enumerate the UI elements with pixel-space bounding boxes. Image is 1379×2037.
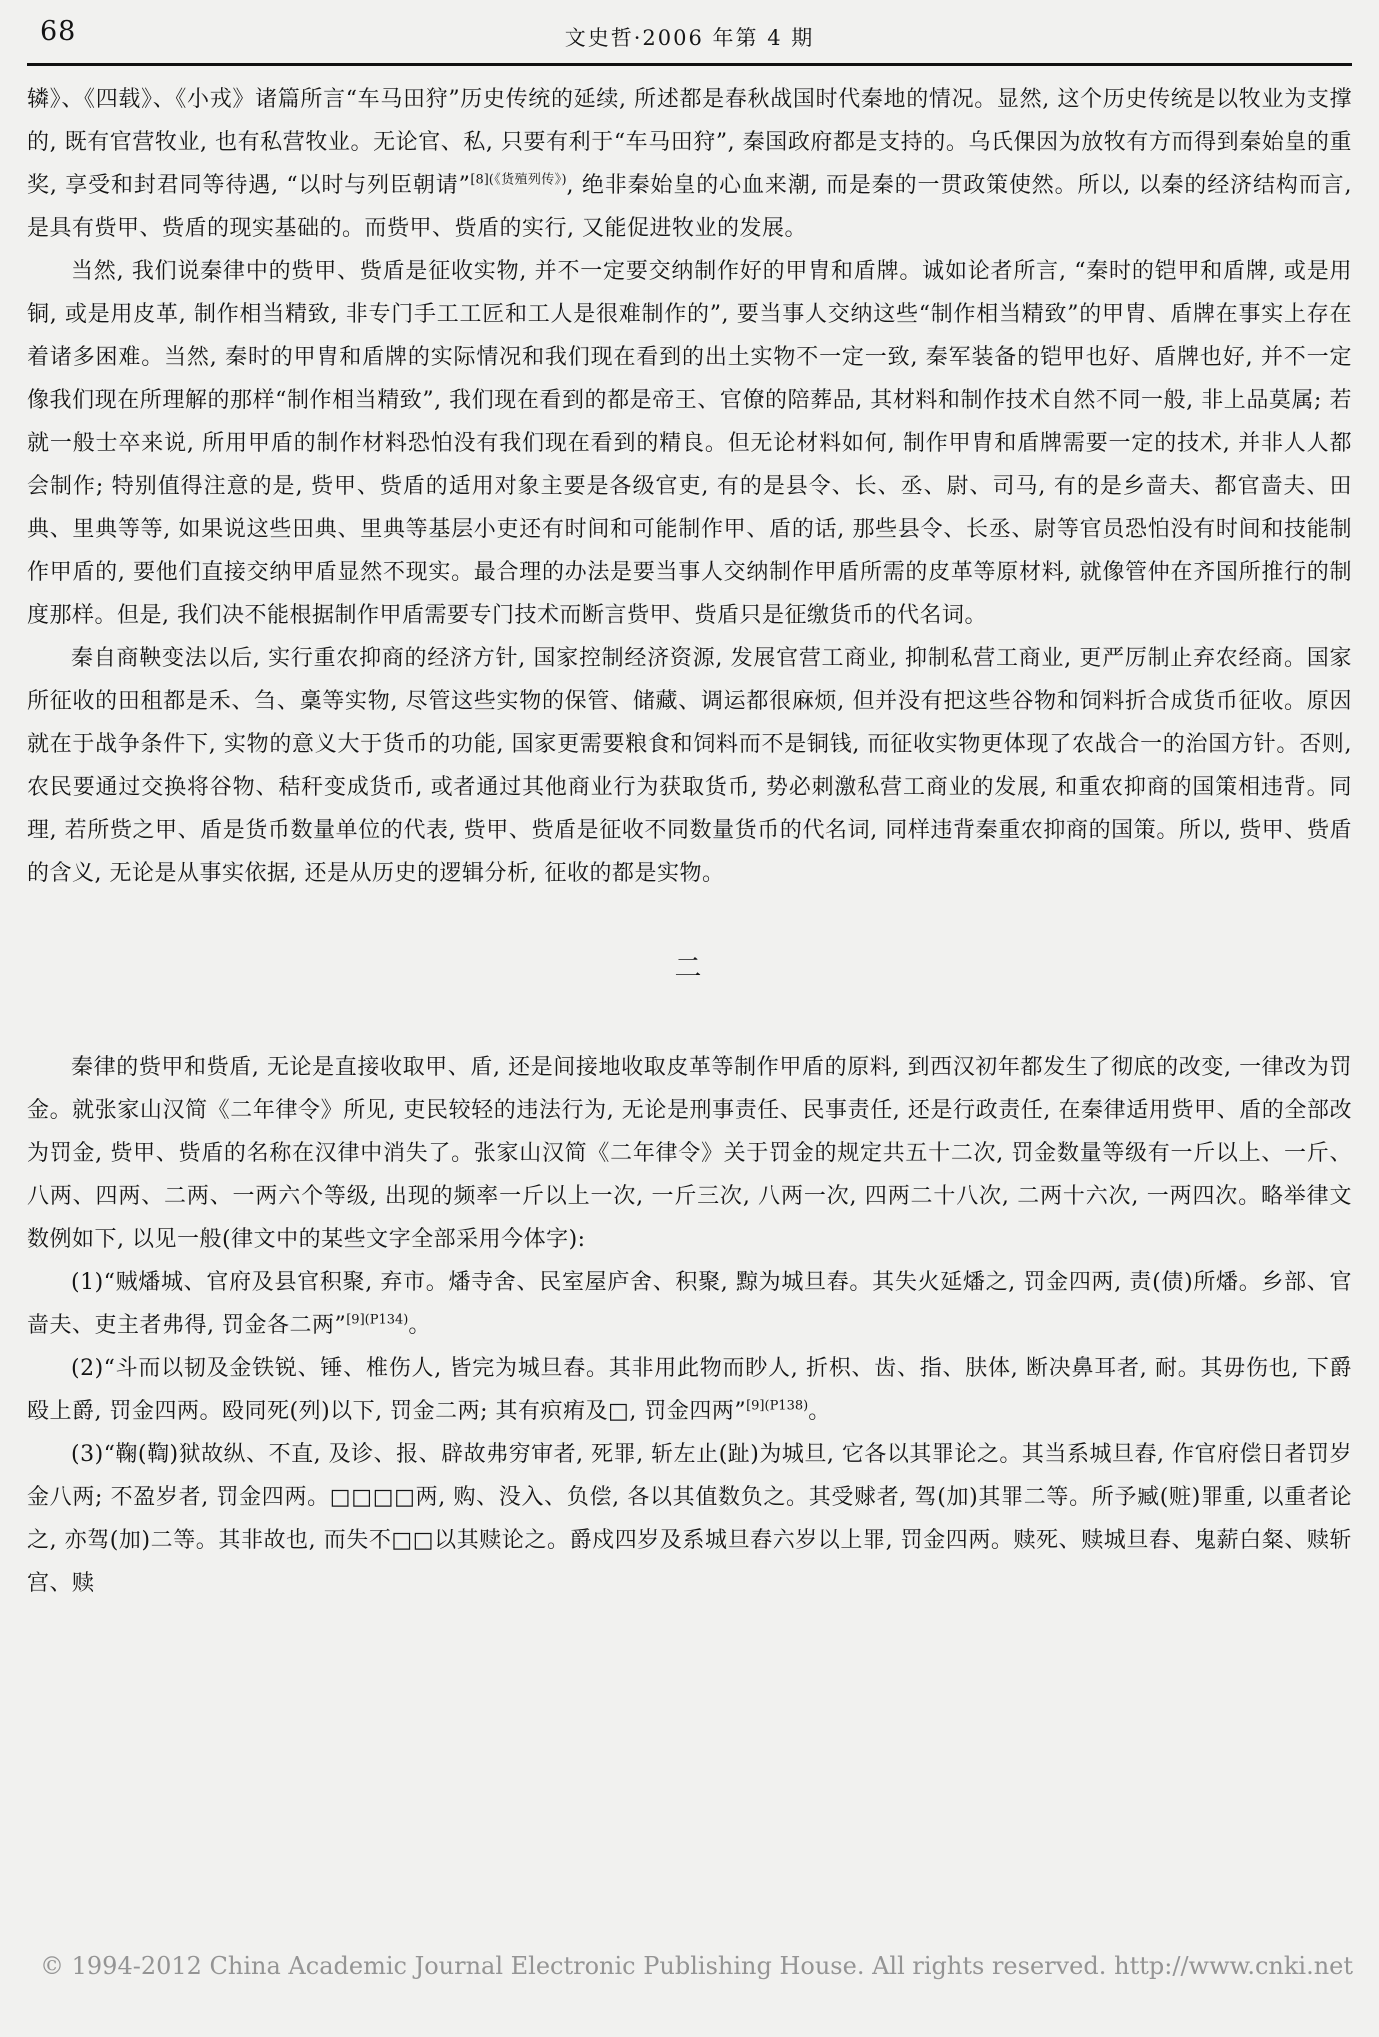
paragraph-text: , 绝非秦始皇的心血来潮, 而是秦的一贯政策使然。所以, 以秦的经济结构而言, 是具有赀甲、赀盾的现实基础的。而赀甲、赀盾的实行, 又能促进牧业的发展。: [27, 173, 1352, 241]
paragraph-text: 当然, 我们说秦律中的赀甲、赀盾是征收实物, 并不一定要交纳制作好的甲胄和盾牌。诚如论者所言, “秦时的铠甲和盾牌, 或是用铜, 或是用皮革, 制作相当精致, 非专门手工工匠和工人是很难制作的”, 要当事人交纳这些“制作相当精致”的甲胄、盾牌在事实上存在着诸多困难。当然, 秦时的甲胄和盾牌的实际情况和我们现在看到的出土实物不一定一致, 秦军装备的铠甲也好、盾牌也好, 并不一定像我们现在所理解的那样“制作相当精致”, 我们现在看到的都是帝王、官僚的陪葬品, 其材料和制作技术自然不同一般, 非上品莫属; 若就一般士卒来说, 所用甲盾的制作材料恐怕没有我们现在看到的精良。但无论材料如何, 制作甲胄和盾牌需要一定的技术, 并非人人都会制作; 特别值得注意的是, 赀甲、赀盾的适用对象主要是各级官吏, 有的是县令、长、丞、尉、司马, 有的是乡啬夫、都官啬夫、田典、里典等等, 如果说这些田典、里典等基层小吏还有时间和可能制作甲、盾的话, 那些县令、长丞、尉等官员恐怕没有时间和技能制作甲盾的, 要他们直接交纳甲盾显然不现实。最合理的办法是要当事人交纳制作甲盾所需的皮革等原材料, 就像管仲在齐国所推行的制度那样。但是, 我们决不能根据制作甲盾需要专门技术而断言赀甲、赀盾只是征缴货币的代名词。: [27, 259, 1352, 628]
paragraph-text: 秦自商鞅变法以后, 实行重农抑商的经济方针, 国家控制经济资源, 发展官营工商业, 抑制私营工商业, 更严厉制止弃农经商。国家所征收的田租都是禾、刍、稾等实物, 尽管这些实物的保管、储藏、调运都很麻烦, 但并没有把这些谷物和饲料折合成货币征收。原因就在于战争条件下, 实物的意义大于货币的功能, 国家更需要粮食和饲料而不是铜钱, 而征收实物更体现了农战合一的治国方针。否则, 农民要通过交换将谷物、秸秆变成货币, 或者通过其他商业行为获取货币, 势必刺激私营工商业的发展, 和重农抑商的国策相违背。同理, 若所赀之甲、盾是货币数量单位的代表, 赀甲、赀盾是征收不同数量货币的代名词, 同样违背秦重农抑商的国策。所以, 赀甲、赀盾的含义, 无论是从事实依据, 还是从历史的逻辑分析, 征收的都是实物。: [27, 646, 1352, 886]
paragraph-text: (2)“斗而以韧及金铁锐、锤、椎伤人, 皆完为城旦舂。其非用此物而眇人, 折枳、齿、指、肤体, 断决鼻耳者, 耐。其毋伤也, 下爵殴上爵, 罚金四两。殴同死(列)以下, 罚金二两; 其有疻痏及□, 罚金四两”: [27, 1356, 1352, 1424]
section-heading: 二: [674, 953, 705, 984]
journal-title: 文史哲·2006 年第 4 期: [564, 26, 815, 50]
paragraph-text: (1)“贼燔城、官府及县官积聚, 弃市。燔寺舍、民室屋庐舍、积聚, 黥为城旦舂。其失火延燔之, 罚金四两, 责(债)所燔。乡部、官啬夫、吏主者弗得, 罚金各二两”: [27, 1270, 1352, 1338]
paragraph: [27, 1046, 1352, 1261]
paragraph-text: 秦律的赀甲和赀盾, 无论是直接收取甲、盾, 还是间接地收取皮革等制作甲盾的原料, 到西汉初年都发生了彻底的改变, 一律改为罚金。就张家山汉简《二年律令》所见, 吏民较轻的违法行为, 无论是刑事责任、民事责任, 还是行政责任, 在秦律适用赀甲、盾的全部改为罚金, 赀甲、赀盾的名称在汉律中消失了。张家山汉简《二年律令》关于罚金的规定共五十二次, 罚金数量等级有一斤以上、一斤、八两、四两、二两、一两六个等级, 出现的频率一斤以上一次, 一斤三次, 八两一次, 四两二十八次, 二两十六次, 一两四次。略举律文数例如下, 以见一般(律文中的某些文字全部采用今体字):: [27, 1055, 1352, 1252]
paragraph-text: (3)“鞠(鞫)狱故纵、不直, 及诊、报、辟故弗穷审者, 死罪, 斩左止(趾)为城旦, 它各以其罪论之。其当系城旦舂, 作官府偿日者罚岁金八两; 不盈岁者, 罚金四两。□□□□两, 购、没入、负偿, 各以其值数负之。其受赇者, 驾(加)其罪二等。所予臧(赃)罪重, 以重者论之, 亦驾(加)二等。其非故也, 而失不□□以其赎论之。爵戍四岁及系城旦舂六岁以上罪, 罚金四两。赎死、赎城旦舂、鬼薪白粲、赎斩宫、赎: [27, 1442, 1352, 1596]
article-body: [27, 66, 1352, 1605]
paragraph: [27, 1347, 1352, 1433]
paragraph: [27, 250, 1352, 637]
citation-ref: [8](《货殖列传》): [470, 172, 567, 188]
watermark-copyright: © 1994-2012 China Academic Journal Electronic Publishing House. All rights reserved.: [40, 1952, 1107, 1980]
page-header: [27, 0, 1352, 66]
paragraph-text: 。: [408, 1313, 431, 1338]
paragraph: [27, 1433, 1352, 1605]
paragraph-text: 。: [808, 1399, 831, 1424]
paragraph-text: 辚》、《四载》、《小戎》诸篇所言“车马田狩”历史传统的延续, 所述都是春秋战国时代秦地的情况。显然, 这个历史传统是以牧业为支撑的, 既有官营牧业, 也有私营牧业。无论官、私, 只要有利于“车马田狩”, 秦国政府都是支持的。乌氏倮因为放牧有方而得到秦始皇的重奖, 享受和封君同等待遇, “以时与列臣朝请”: [27, 87, 1352, 198]
watermark: [40, 1952, 1353, 1980]
watermark-url: http://www.cnki.net: [1114, 1952, 1353, 1980]
paragraph: [27, 78, 1352, 250]
paragraph: [27, 637, 1352, 895]
citation-ref: [9](P134): [346, 1312, 409, 1328]
paragraph: [27, 1261, 1352, 1347]
page-number: 68: [40, 16, 77, 47]
citation-ref: [9](P138): [746, 1398, 809, 1414]
